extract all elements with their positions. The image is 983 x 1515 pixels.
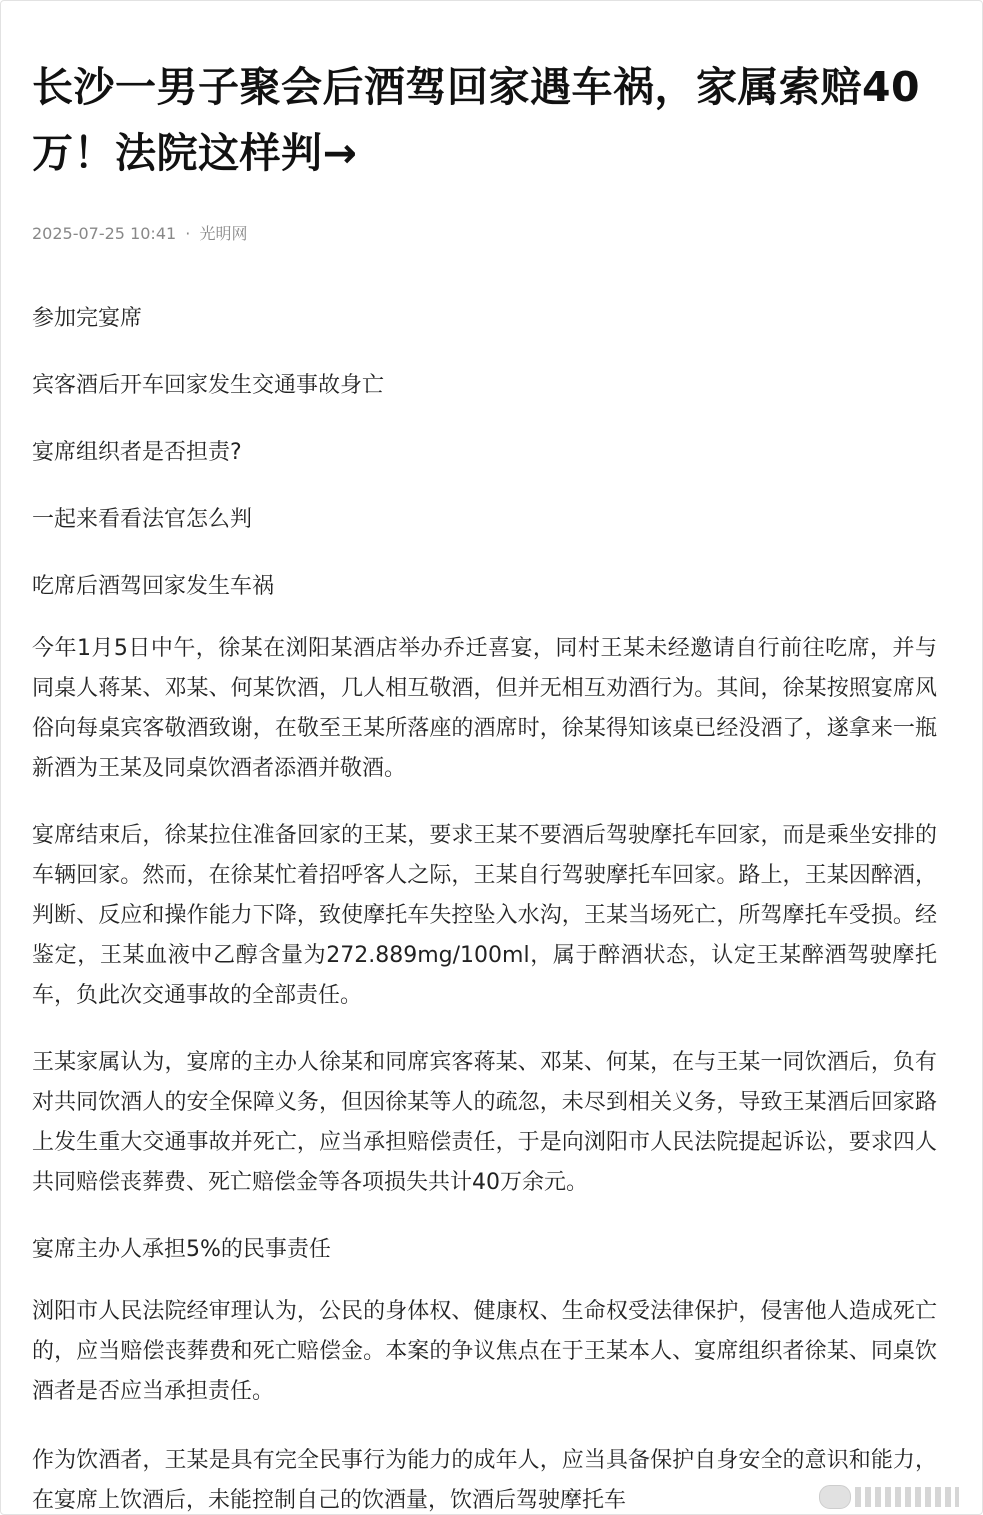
body-paragraph: 浏阳市人民法院经审理认为，公民的身体权、健康权、生命权受法律保护，侵害他人造成死亡的，应当赔偿丧葬费和死亡赔偿金。本案的争议焦点在于王某本人、宴席组织者徐某、同桌饮酒者是否应当承担责任。 — [32, 1299, 937, 1404]
body-paragraph: 宴席结束后，徐某拉住准备回家的王某，要求王某不要酒后驾驶摩托车回家，而是乘坐安排的车辆回家。然而，在徐某忙着招呼客人之际，王某自行驾驶摩托车回家。路上，王某因醉酒，判断、反应和操作能力下降，致使摩托车失控坠入水沟，王某当场死亡，所驾摩托车受损。经鉴定，王某血液中乙醇含量为272.889mg/100ml，属于醉酒状态，认定王某醉酒驾驶摩托车，负此次交通事故的全部责任。 — [32, 823, 937, 1008]
section-heading: 吃席后酒驾回家发生车祸 — [32, 574, 275, 599]
meta-separator: · — [185, 224, 191, 243]
watermark-icon — [819, 1485, 851, 1509]
section-heading: 宴席主办人承担5%的民事责任 — [32, 1237, 331, 1262]
article — [32, 54, 937, 1412]
body-paragraph: 作为饮酒者，王某是具有完全民事行为能力的成年人，应当具备保护自身安全的意识和能力，在宴席上饮酒后，未能控制自己的饮酒量，饮酒后驾驶摩托车 — [32, 1448, 937, 1513]
truncated-paragraph-container — [32, 1441, 937, 1515]
body-paragraph: 今年1月5日中午，徐某在浏阳某酒店举办乔迁喜宴，同村王某未经邀请自行前往吃席，并与同桌人蒋某、邓某、何某饮酒，几人相互敬酒，但并无相互劝酒行为。其间，徐某按照宴席风俗向每桌宾客敬酒致谢，在敬至王某所落座的酒席时，徐某得知该桌已经没酒了，遂拿来一瓶新酒为王某及同桌饮酒者添酒并敬酒。 — [32, 636, 937, 781]
article-title: 长沙一男子聚会后酒驾回家遇车祸，家属索赔40万！法院这样判→ — [32, 63, 921, 177]
watermark-logo — [819, 1483, 959, 1511]
intro-line: 一起来看看法官怎么判 — [32, 507, 253, 532]
intro-line: 参加完宴席 — [32, 306, 143, 331]
publish-date: 2025-07-25 10:41 — [32, 224, 177, 243]
intro-line: 宴席组织者是否担责? — [32, 440, 242, 465]
article-source[interactable]: 光明网 — [199, 224, 248, 243]
article-meta — [32, 222, 937, 246]
body-paragraph: 王某家属认为，宴席的主办人徐某和同席宾客蒋某、邓某、何某，在与王某一同饮酒后，负有对共同饮酒人的安全保障义务，但因徐某等人的疏忽，未尽到相关义务，导致王某酒后回家路上发生重大交通事故并死亡，应当承担赔偿责任，于是向浏阳市人民法院提起诉讼，要求四人共同赔偿丧葬费、死亡赔偿金等各项损失共计40万余元。 — [32, 1050, 937, 1195]
intro-line: 宾客酒后开车回家发生交通事故身亡 — [32, 373, 385, 398]
watermark-text-mark — [855, 1487, 959, 1507]
